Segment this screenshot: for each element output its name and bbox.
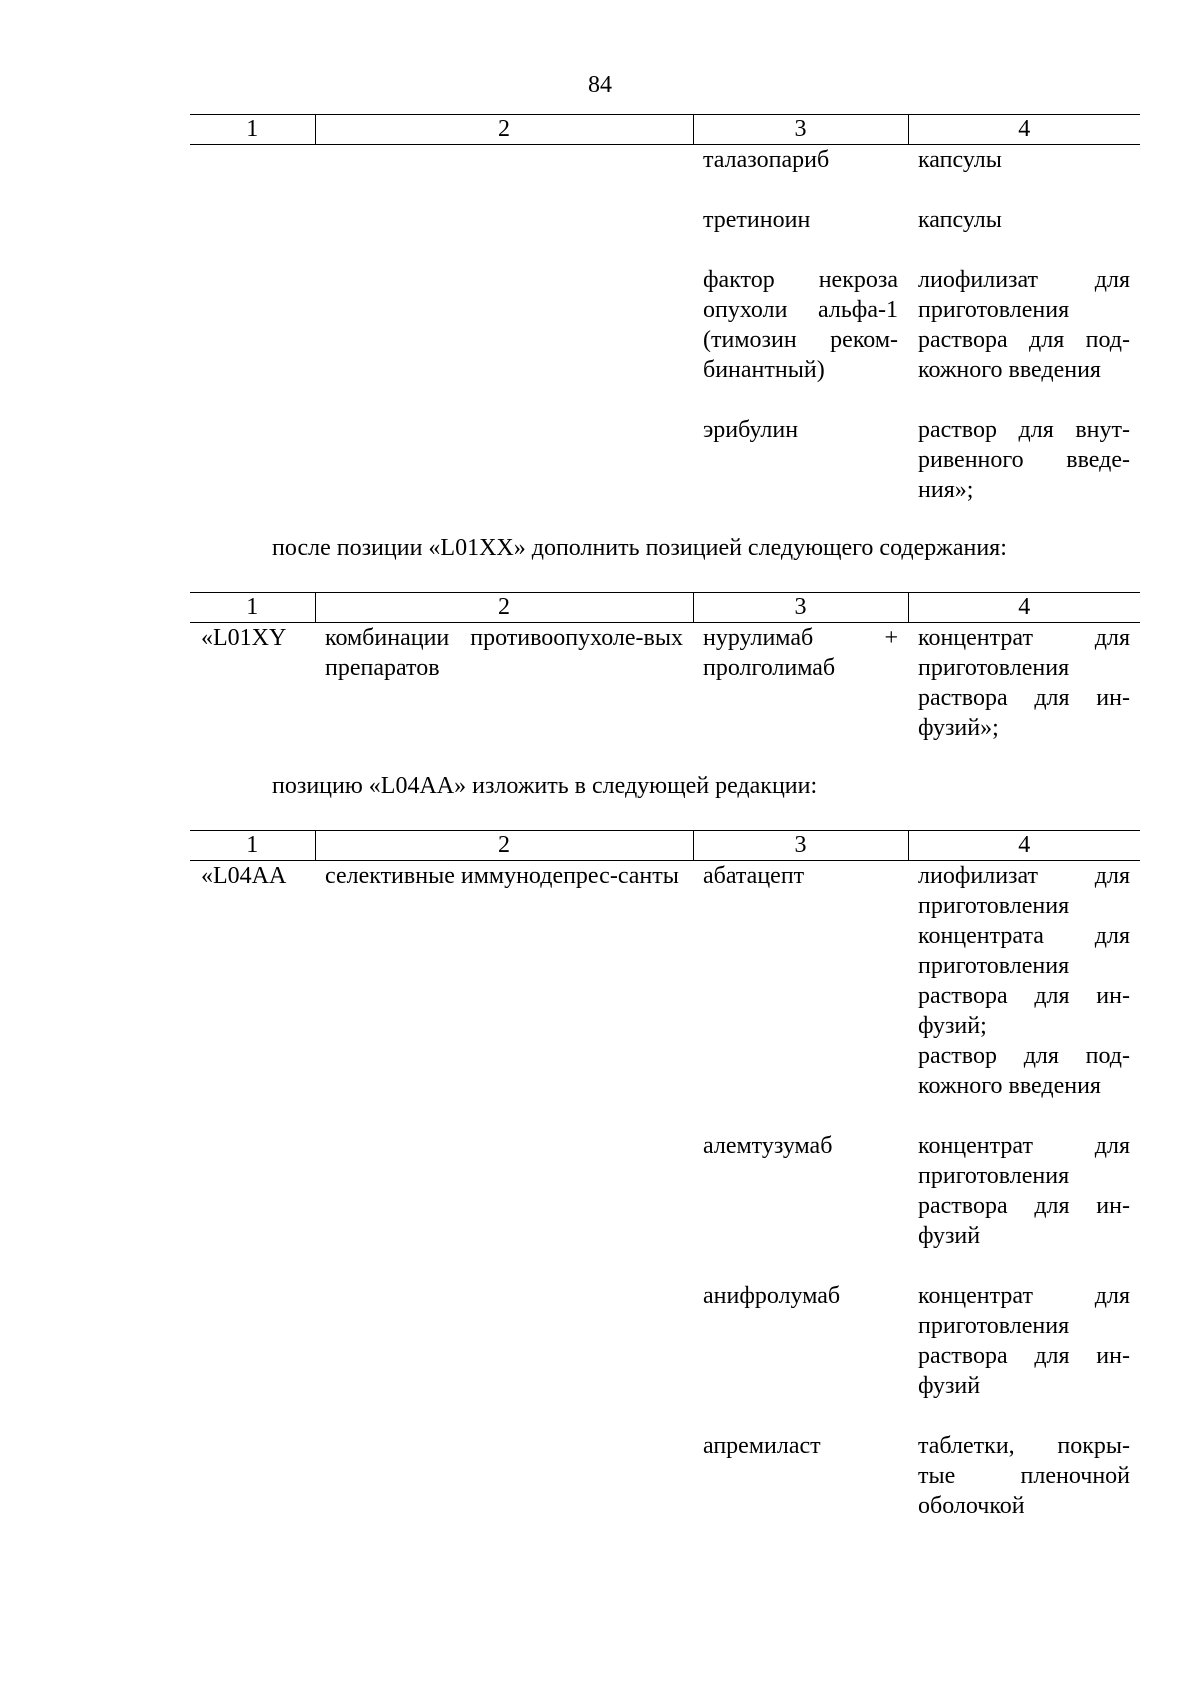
dosage-form: капсулы — [918, 207, 1002, 233]
dosage-form: лиофилизат для приготовления раствора для под-кожного введения — [918, 267, 1130, 383]
column-header-2: 2 — [315, 593, 693, 623]
table-continuation — [190, 114, 1140, 505]
table-row — [190, 145, 1140, 206]
group-description: комбинации противоопухоле-вых препаратов — [325, 625, 683, 681]
table-l01xy — [190, 592, 1140, 743]
dosage-form: таблетки, покры-тые пленочной оболочкой — [918, 1433, 1130, 1519]
table-header-row — [190, 115, 1140, 145]
atc-code: «L01XY — [201, 625, 287, 651]
drug-name: нурулимаб + пролголимаб — [703, 625, 898, 681]
table-row — [190, 1431, 1140, 1521]
dosage-form — [908, 861, 1140, 1132]
column-header-2: 2 — [315, 115, 693, 145]
column-header-4: 4 — [908, 593, 1140, 623]
dosage-form: раствор для внут-ривенного введе-ния»; — [918, 417, 1130, 503]
drug-name: апремиласт — [703, 1433, 821, 1459]
table-l04aa — [190, 830, 1140, 1521]
instruction-paragraph: после позиции «L01XX» дополнить позицией следующего содержания: — [272, 535, 1007, 561]
column-header-4: 4 — [908, 831, 1140, 861]
page-number: 84 — [588, 72, 612, 98]
column-header-3: 3 — [693, 831, 908, 861]
dosage-form: концентрат для приготовления раствора для ин-фузий — [918, 1283, 1130, 1399]
drug-name: анифролумаб — [703, 1283, 841, 1309]
table-row — [190, 1131, 1140, 1281]
table-header-row — [190, 593, 1140, 623]
column-header-1: 1 — [190, 593, 315, 623]
drug-name: эрибулин — [703, 417, 799, 443]
drug-name: фактор некроза опухоли альфа-1 (тимозин реком-бинантный) — [703, 267, 898, 383]
dosage-form: капсулы — [918, 147, 1002, 173]
dosage-form: концентрат для приготовления раствора для ин-фузий — [918, 1133, 1130, 1249]
column-header-1: 1 — [190, 115, 315, 145]
table-row — [190, 205, 1140, 265]
column-header-4: 4 — [908, 115, 1140, 145]
column-header-3: 3 — [693, 593, 908, 623]
dosage-form-line: раствор для под-кожного введения — [918, 1043, 1130, 1099]
column-header-3: 3 — [693, 115, 908, 145]
drug-name: абатацепт — [703, 863, 805, 889]
instruction-paragraph: позицию «L04AA» изложить в следующей редакции: — [272, 773, 818, 799]
column-header-2: 2 — [315, 831, 693, 861]
table-row — [190, 415, 1140, 505]
table-row — [190, 861, 1140, 1132]
drug-name: талазопариб — [703, 147, 830, 173]
drug-name: третиноин — [703, 207, 811, 233]
table-row — [190, 1281, 1140, 1431]
dosage-form: концентрат для приготовления раствора для ин-фузий»; — [918, 625, 1130, 741]
table-row — [190, 265, 1140, 415]
drug-name: алемтузумаб — [703, 1133, 833, 1159]
group-description: селективные иммунодепрес-санты — [325, 863, 679, 889]
column-header-1: 1 — [190, 831, 315, 861]
atc-code: «L04AA — [201, 863, 287, 889]
table-header-row — [190, 831, 1140, 861]
table-row — [190, 623, 1140, 744]
dosage-form-line: лиофилизат для приготовления концентрата для приготовления раствора для ин-фузий; — [918, 863, 1130, 1039]
